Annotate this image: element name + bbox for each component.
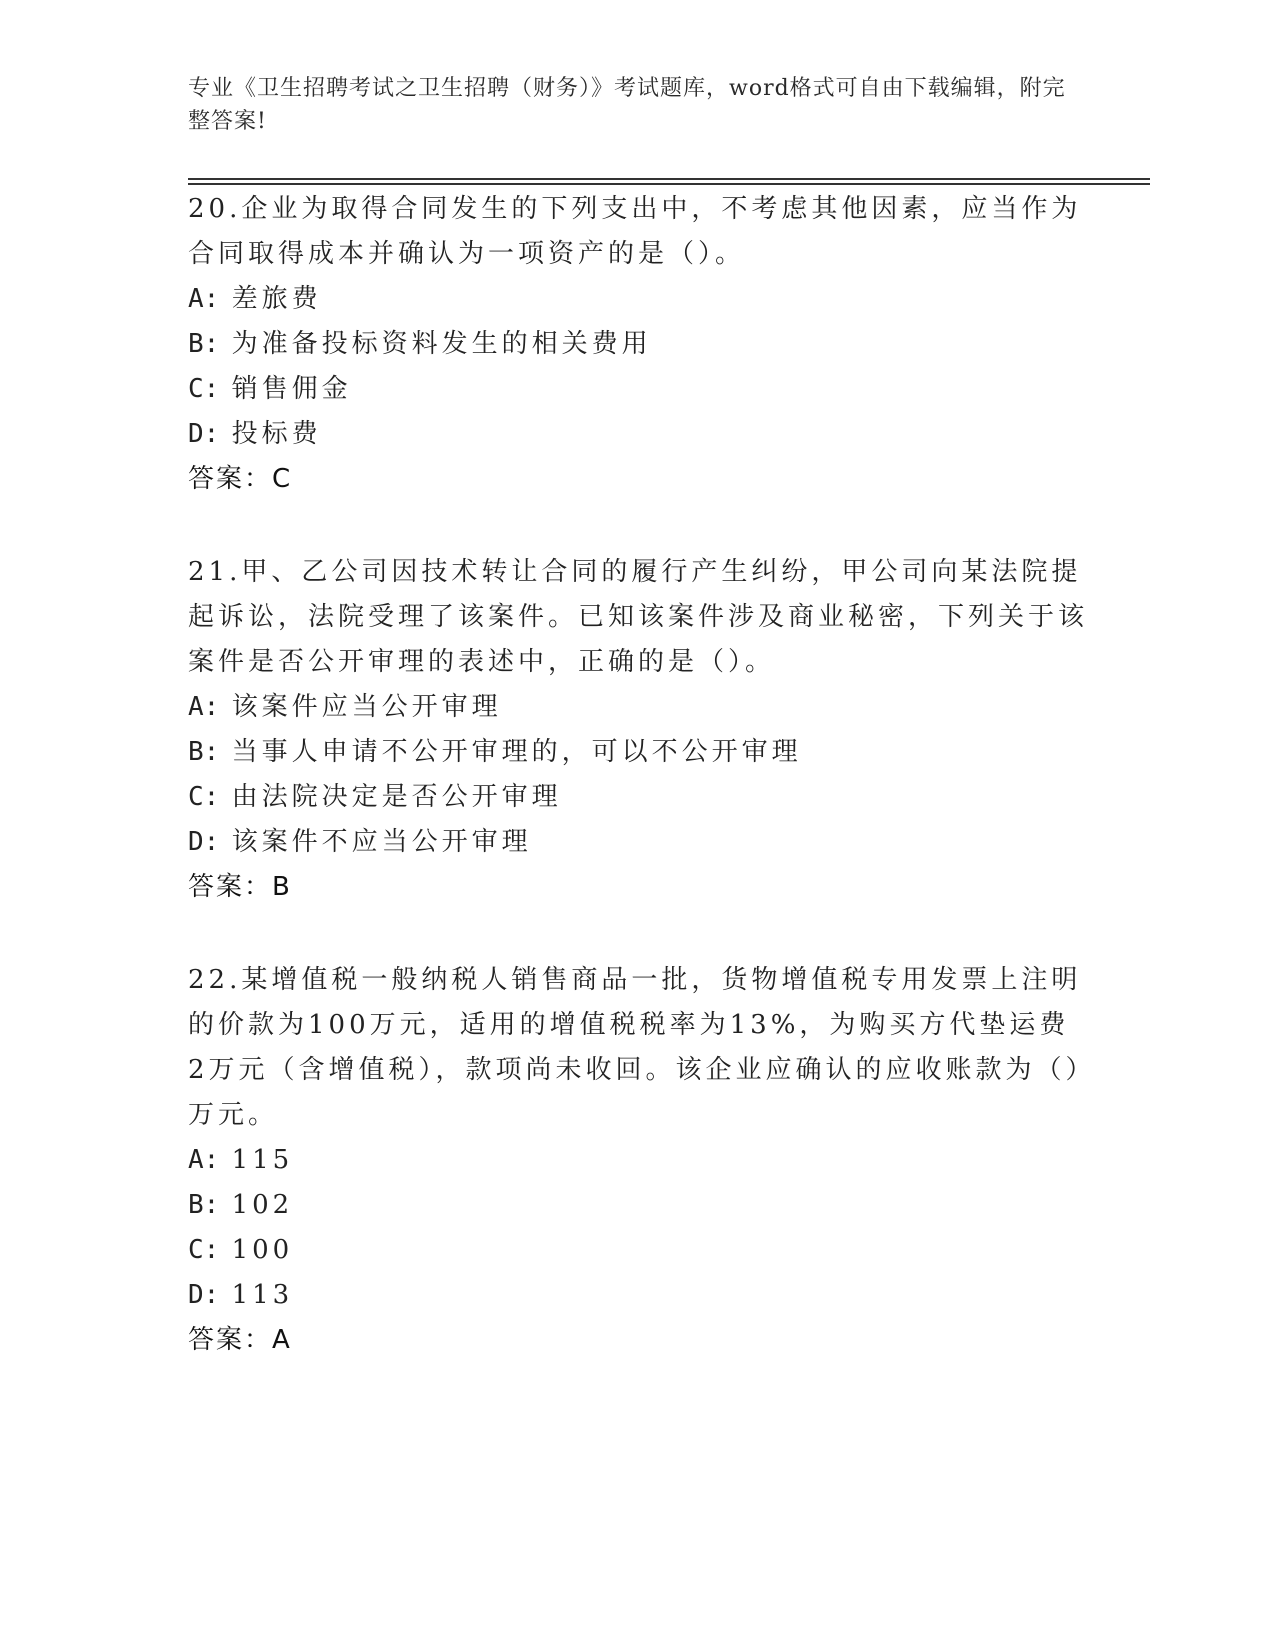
option-c [188,367,1088,412]
option-c [188,775,1088,820]
answer-label: 答案：C [188,464,293,494]
option-letter: A: [188,692,220,722]
option-b [188,322,1088,367]
option-b [188,1183,1088,1228]
question-20 [188,187,1088,502]
option-letter: C: [188,1235,220,1265]
question-21 [188,550,1088,910]
option-a [188,1138,1088,1183]
option-a [188,277,1088,322]
option-c [188,1228,1088,1273]
option-text: 由法院决定是否公开审理 [231,782,562,812]
question-text: 21.甲、乙公司因技术转让合同的履行产生纠纷，甲公司向某法院提起诉讼，法院受理了该案件。已知该案件涉及商业秘密，下列关于该案件是否公开审理的表述中，正确的是（）。 [188,557,1089,677]
option-letter: A: [188,1145,220,1175]
option-text: 102 [231,1190,294,1220]
answer-label: 答案：A [188,1325,292,1355]
option-text: 该案件不应当公开审理 [231,827,532,857]
option-letter: D: [188,827,220,857]
option-text: 113 [231,1280,294,1310]
option-d [188,820,1088,865]
question-text: 22.某增值税一般纳税人销售商品一批，货物增值税专用发票上注明的价款为100万元，适用的增值税税率为13%，为购买方代垫运费2万元（含增值税），款项尚未收回。该企业应确认的应收账款为（）万元。 [188,965,1083,1130]
option-text: 投标费 [231,419,322,449]
option-text: 100 [231,1235,294,1265]
header-divider-top [188,178,1150,180]
option-text: 差旅费 [231,284,322,314]
option-letter: C: [188,782,220,812]
option-text: 115 [231,1145,294,1175]
option-text: 销售佣金 [231,374,352,404]
option-letter: D: [188,419,220,449]
option-letter: A: [188,284,220,314]
question-text: 20.企业为取得合同发生的下列支出中，不考虑其他因素，应当作为合同取得成本并确认为一项资产的是（）。 [188,194,1082,269]
document-header: 专业《卫生招聘考试之卫生招聘（财务）》考试题库，word格式可自由下载编辑，附完整答案! [188,76,1066,134]
option-letter: B: [188,1190,220,1220]
option-d [188,1273,1088,1318]
option-letter: D: [188,1280,220,1310]
header-divider-bottom [188,183,1150,185]
option-b [188,730,1088,775]
option-text: 当事人申请不公开审理的，可以不公开审理 [231,737,802,767]
option-letter: B: [188,737,220,767]
option-text: 为准备投标资料发生的相关费用 [231,329,652,359]
option-a [188,685,1088,730]
option-letter: B: [188,329,220,359]
option-text: 该案件应当公开审理 [231,692,502,722]
option-d [188,412,1088,457]
answer-label: 答案：B [188,872,292,902]
question-22 [188,958,1088,1363]
option-letter: C: [188,374,220,404]
